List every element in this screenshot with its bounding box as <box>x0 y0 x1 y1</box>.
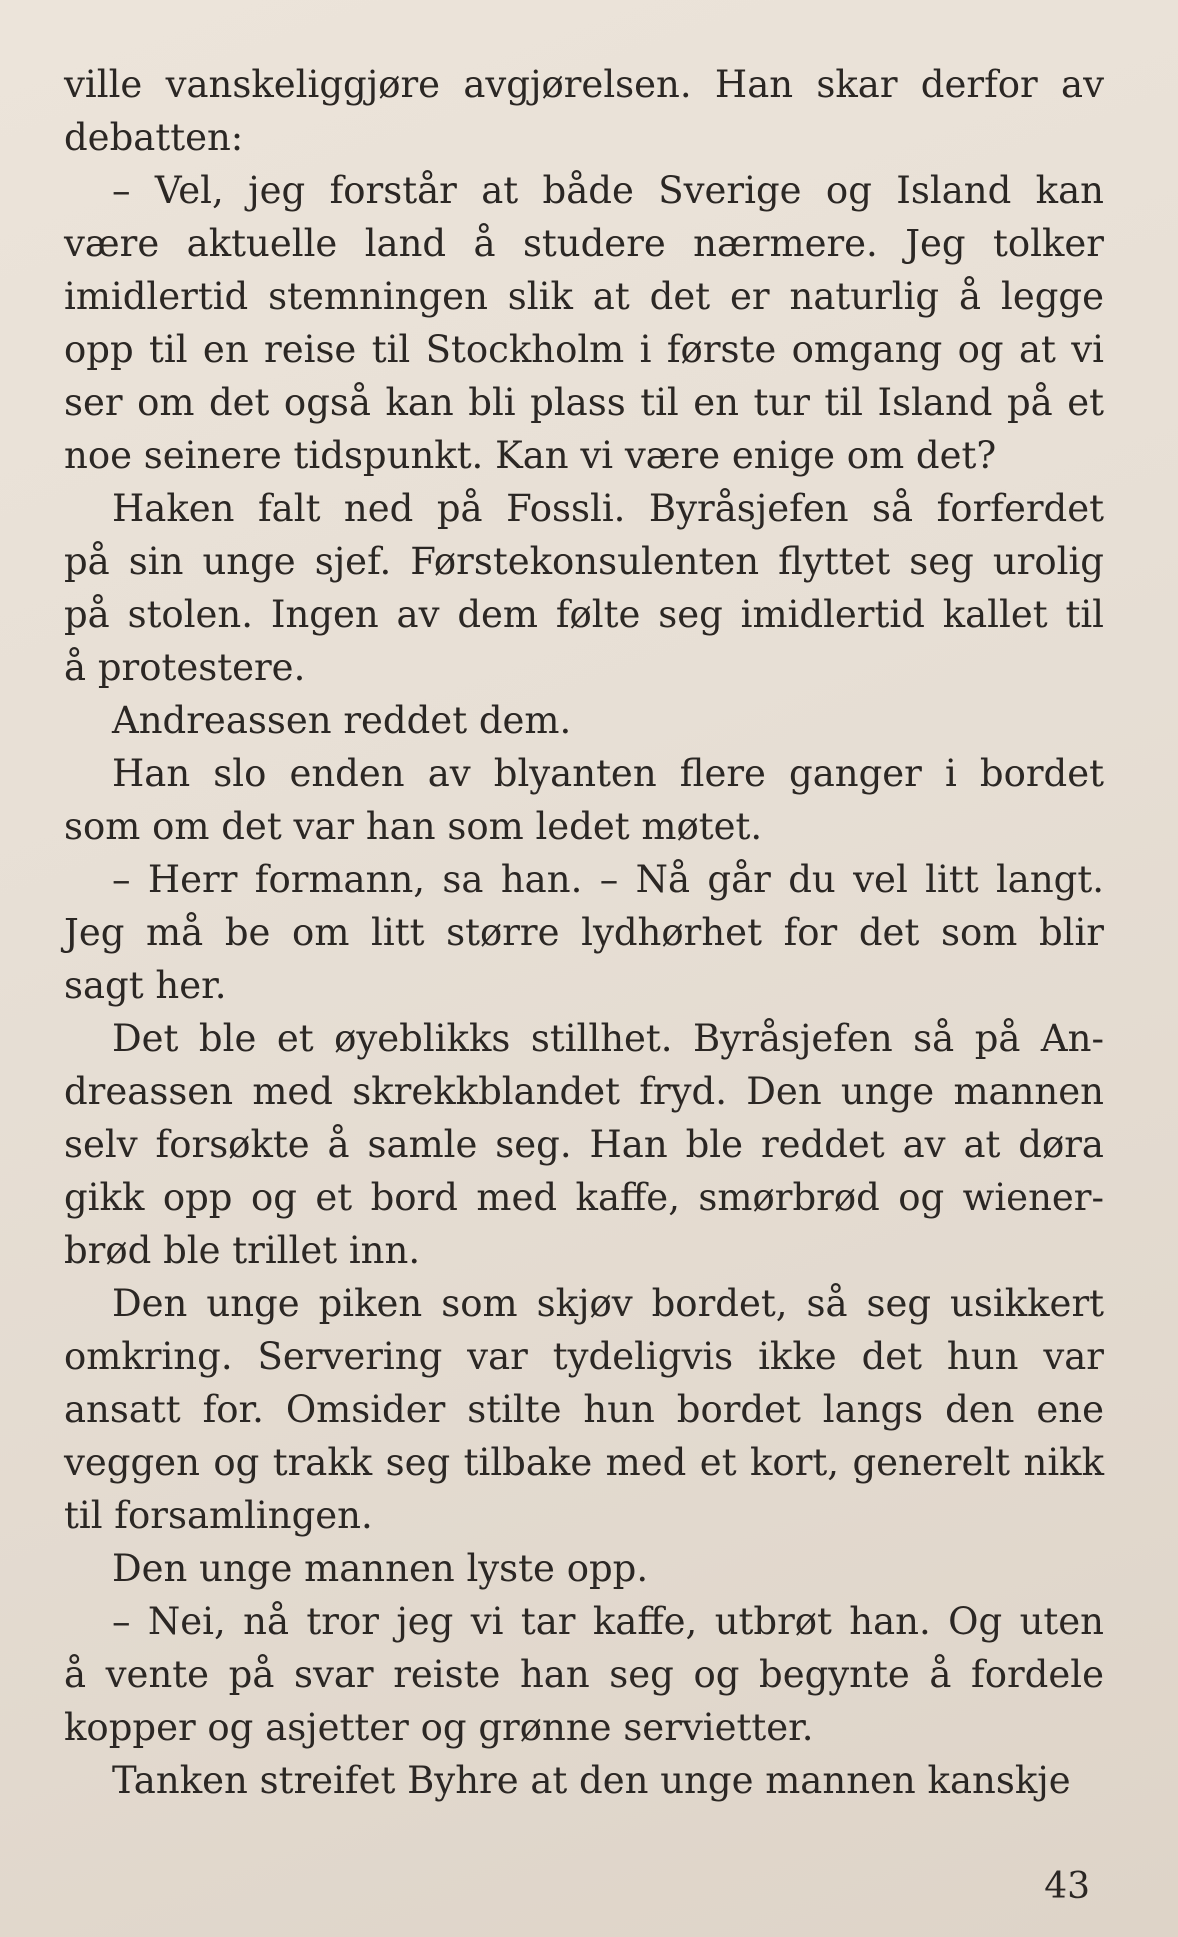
text-line: ansatt for. Omsider stilte hun bordet langs den ene <box>64 1388 1104 1431</box>
page-number: 43 <box>1044 1866 1090 1907</box>
body-text <box>64 58 1104 1807</box>
text-line: på sin unge sjef. Førstekonsulenten flyttet seg urolig <box>64 540 1104 583</box>
text-line: å vente på svar reiste han seg og begynte å fordele <box>64 1653 1104 1696</box>
text-line: Den unge piken som skjøv bordet, så seg usikkert <box>112 1282 1104 1325</box>
text-line: ser om det også kan bli plass til en tur til Island på et <box>64 381 1104 424</box>
text-line: sagt her. <box>64 964 227 1007</box>
text-line: omkring. Servering var tydeligvis ikke det hun var <box>64 1335 1104 1378</box>
text-line: selv forsøkte å samle seg. Han ble reddet av at døra <box>64 1123 1104 1166</box>
text-line: – Nei, nå tror jeg vi tar kaffe, utbrøt han. Og uten <box>112 1600 1104 1643</box>
text-line: gikk opp og et bord med kaffe, smørbrød og wiener- <box>64 1176 1104 1219</box>
text-line: opp til en reise til Stockholm i første omgang og at vi <box>64 328 1104 371</box>
text-line: kopper og asjetter og grønne servietter. <box>64 1706 814 1749</box>
text-line: debatten: <box>64 116 244 159</box>
text-line: som om det var han som ledet møtet. <box>64 805 763 848</box>
text-line: til forsamlingen. <box>64 1494 373 1537</box>
text-line: veggen og trakk seg tilbake med et kort, generelt nikk <box>64 1441 1104 1484</box>
text-line: – Herr formann, sa han. – Nå går du vel litt langt. <box>112 858 1104 901</box>
text-line: dreassen med skrekkblandet fryd. Den unge mannen <box>64 1070 1104 1113</box>
text-line: ville vanskeliggjøre avgjørelsen. Han skar derfor av <box>64 63 1104 106</box>
text-line: brød ble trillet inn. <box>64 1229 421 1272</box>
text-line: å protestere. <box>64 646 306 689</box>
text-line: Andreassen reddet dem. <box>112 699 572 742</box>
text-line: på stolen. Ingen av dem følte seg imidlertid kallet til <box>64 593 1104 636</box>
text-line: Det ble et øyeblikks stillhet. Byråsjefen så på An- <box>112 1017 1104 1060</box>
text-line: Tanken streifet Byhre at den unge mannen kanskje <box>112 1759 1071 1802</box>
text-line: noe seinere tidspunkt. Kan vi være enige om det? <box>64 434 997 477</box>
text-line: være aktuelle land å studere nærmere. Jeg tolker <box>64 222 1104 265</box>
text-line: – Vel, jeg forstår at både Sverige og Island kan <box>112 169 1104 212</box>
text-line: Han slo enden av blyanten flere ganger i bordet <box>112 752 1104 795</box>
text-line: Jeg må be om litt større lydhørhet for det som blir <box>64 911 1104 954</box>
text-line: Den unge mannen lyste opp. <box>112 1547 649 1590</box>
text-line: imidlertid stemningen slik at det er naturlig å legge <box>64 275 1104 318</box>
text-line: Haken falt ned på Fossli. Byråsjefen så forferdet <box>112 487 1104 530</box>
